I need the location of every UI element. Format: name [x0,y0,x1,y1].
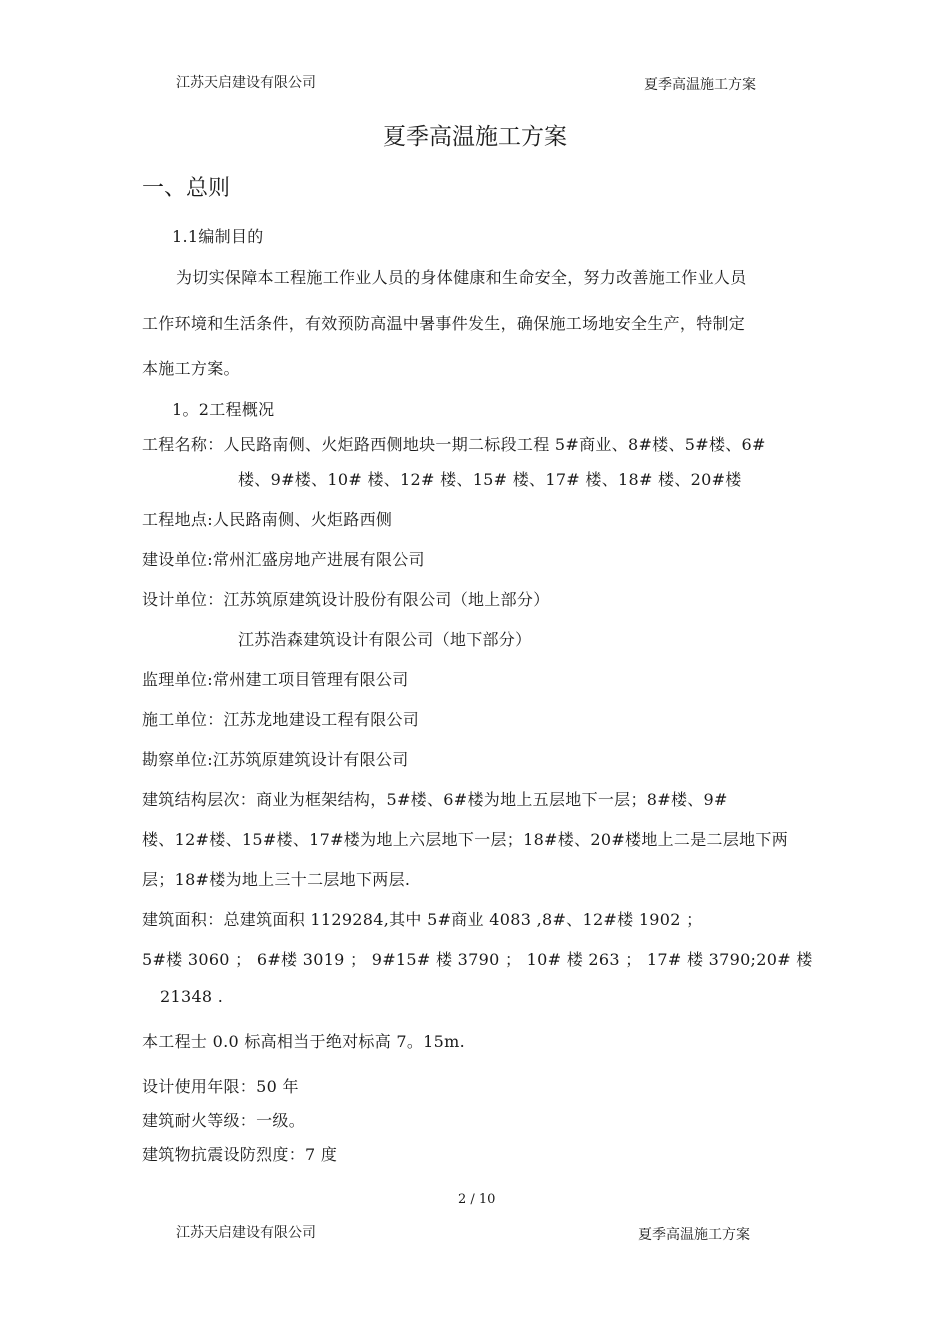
fire-rating: 建筑耐火等级：一级。 [142,1111,306,1130]
supervision-unit: 监理单位:常州建工项目管理有限公司 [142,670,409,689]
header-doc-title: 夏季高温施工方案 [644,77,756,93]
footer-company: 江苏天启建设有限公司 [176,1225,316,1241]
section-heading: 一、总则 [142,176,231,201]
page-number: 2 / 10 [458,1192,496,1207]
project-name-line: 楼、9#楼、10# 楼、12# 楼、15# 楼、17# 楼、18# 楼、20#楼 [238,470,742,489]
construction-unit: 施工单位：江苏龙地建设工程有限公司 [142,710,420,729]
header-company: 江苏天启建设有限公司 [176,75,316,91]
survey-unit: 勘察单位:江苏筑原建筑设计有限公司 [142,750,409,769]
subsection-heading-purpose: 1.1编制目的 [172,227,264,246]
project-location: 工程地点:人民路南侧、火炬路西侧 [142,510,393,529]
structure-line: 层；18#楼为地上三十二层地下两层. [142,870,411,889]
project-name-line: 工程名称：人民路南侧、火炬路西侧地块一期二标段工程 5#商业、8#楼、5#楼、6# [142,435,766,454]
seismic-rating: 建筑物抗震设防烈度：7 度 [142,1145,338,1164]
area-line: 建筑面积：总建筑面积 1129284,其中 5#商业 4083 ,8#、12#楼 1902 ； [142,910,703,929]
elevation-note: 本工程士 0.0 标高相当于绝对标高 7。15m. [142,1032,466,1051]
service-life: 设计使用年限：50 年 [142,1077,299,1096]
footer-doc-title: 夏季高温施工方案 [638,1227,750,1243]
paragraph-line: 为切实保障本工程施工作业人员的身体健康和生命安全，努力改善施工作业人员 [176,268,747,287]
structure-line: 楼、12#楼、15#楼、17#楼为地上六层地下一层；18#楼、20#楼地上二是二层地下两 [142,830,789,849]
design-unit-2: 江苏浩森建筑设计有限公司（地下部分） [238,630,532,649]
area-line: 5#楼 3060 ； 6#楼 3019 ； 9#15# 楼 3790 ； 10# 楼 263 ； 17# 楼 3790;20# 楼 [142,950,813,969]
page-title: 夏季高温施工方案 [383,124,567,150]
builder-unit: 建设单位:常州汇盛房地产进展有限公司 [142,550,425,569]
paragraph-line: 本施工方案。 [142,359,240,378]
design-unit: 设计单位：江苏筑原建筑设计股份有限公司（地上部分） [142,590,550,609]
structure-line: 建筑结构层次：商业为框架结构，5#楼、6#楼为地上五层地下一层；8#楼、9# [142,790,728,809]
paragraph-line: 工作环境和生活条件，有效预防高温中暑事件发生，确保施工场地安全生产，特制定 [142,314,746,333]
area-line: 21348 . [160,987,224,1006]
subsection-heading-overview: 1。2工程概况 [172,400,275,419]
